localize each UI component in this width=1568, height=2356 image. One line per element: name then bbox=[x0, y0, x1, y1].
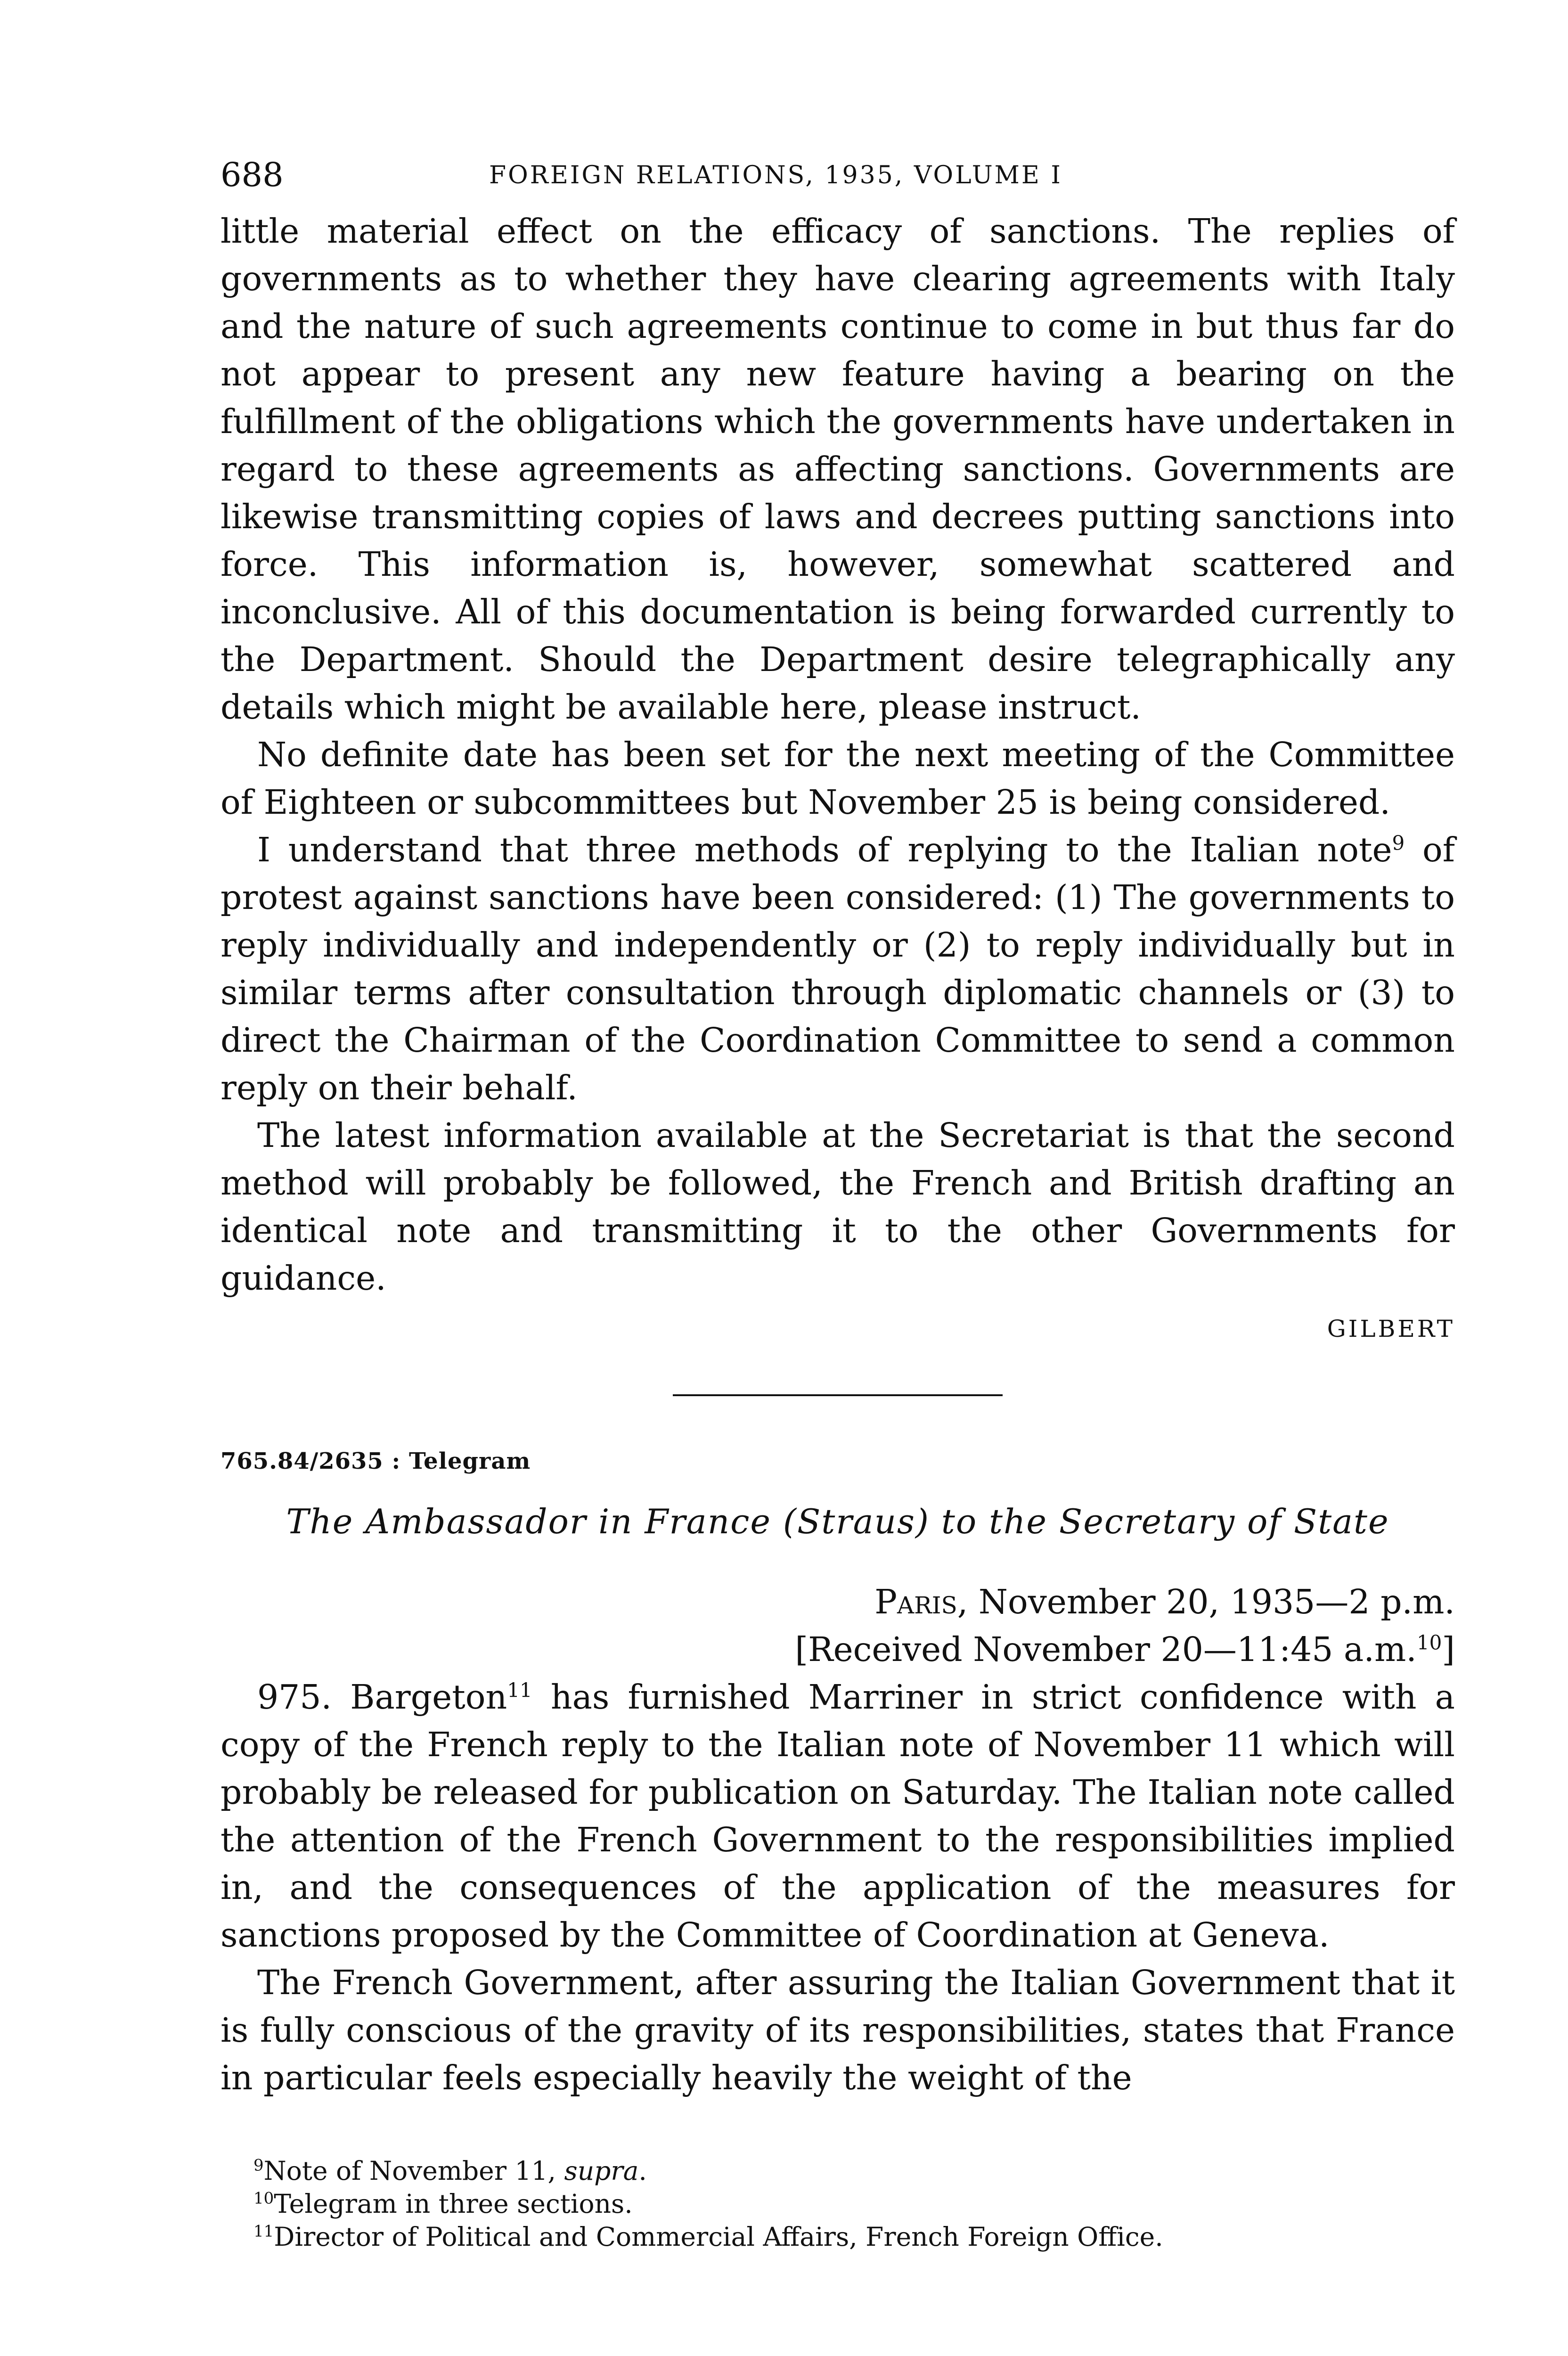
footnote-end: . bbox=[638, 2156, 647, 2186]
paragraph-text: of protest against sanctions have been considered: (1) The governments to reply individually and independently or (2) to reply individually but in similar terms after consultation through diplomatic channels or (3) to direct the Chairman of the Coordination Committee to send a common reply on their behalf. bbox=[220, 830, 1455, 1107]
footnote-reference[interactable]: 10 bbox=[1416, 1631, 1442, 1654]
footnote bbox=[220, 2187, 1455, 2220]
footnote-marker: 11 bbox=[253, 2222, 274, 2241]
footnote-emphasis: supra bbox=[564, 2156, 639, 2186]
dateline-received bbox=[220, 1626, 1455, 1673]
footnote-text: Telegram in three sections. bbox=[274, 2189, 633, 2219]
document-title: The Ambassador in France (Straus) to the Secretary of State bbox=[286, 1502, 1389, 1541]
page-number: 688 bbox=[220, 155, 284, 194]
footnote-marker: 10 bbox=[253, 2189, 274, 2208]
paragraph-text: I understand that three methods of replying to the Italian note bbox=[257, 830, 1392, 869]
received-text: ] bbox=[1442, 1630, 1455, 1669]
paragraph-text: 975. Bargeton bbox=[257, 1677, 507, 1717]
paragraph bbox=[220, 1673, 1455, 1959]
dateline-date: November 20, 1935—2 p.m. bbox=[968, 1582, 1455, 1621]
page-header bbox=[220, 155, 1455, 207]
paragraph: No definite date has been set for the next meeting of the Committee of Eighteen or subcommittees but November 25 is being considered. bbox=[220, 735, 1455, 822]
footnote bbox=[220, 2220, 1455, 2253]
section-divider bbox=[673, 1394, 1003, 1396]
received-text: [Received November 20—11:45 a.m. bbox=[795, 1630, 1417, 1669]
footnote-text: Note of November 11, bbox=[263, 2156, 564, 2186]
footnote-reference[interactable]: 11 bbox=[507, 1678, 532, 1702]
signature: GILBERT bbox=[1327, 1315, 1455, 1342]
dateline bbox=[220, 1578, 1455, 1673]
footnote-marker: 9 bbox=[253, 2156, 264, 2175]
file-reference: 765.84/2635 : Telegram bbox=[220, 1448, 531, 1474]
first-document-body bbox=[220, 207, 1455, 1302]
second-document-body bbox=[220, 1673, 1455, 2102]
paragraph: The latest information available at the Secretariat is that the second method will probably be followed, the French and British drafting an identical note and transmitting it to the other Governments for guidance. bbox=[220, 1116, 1455, 1298]
paragraph bbox=[220, 826, 1455, 1112]
footnote-text: Director of Political and Commercial Affairs, French Foreign Office. bbox=[274, 2222, 1163, 2252]
paragraph: little material effect on the efficacy of sanctions. The replies of governments as to whether they have clearing agreements with Italy and the nature of such agreements continue to come in but thus far do not appear to present any new feature having a bearing on the fulfillment of the obligations which the governments have undertaken in regard to these agreements as affecting sanctions. Governments are likewise transmitting copies of laws and decrees putting sanctions into force. This information is, however, somewhat scattered and inconclusive. All of this documentation is being forwarded currently to the Department. Should the Department desire telegraphically any details which might be available here, please instruct. bbox=[220, 212, 1455, 727]
footnote bbox=[220, 2154, 1455, 2187]
paragraph-text: has furnished Marriner in strict confidence with a copy of the French reply to the Italian note of November 11 which will probably be released for publication on Saturday. The Italian note called the attention of the French Government to the responsibilities implied in, and the consequences of the application of the measures for sanctions proposed by the Committee of Coordination at Geneva. bbox=[220, 1677, 1455, 1955]
footnote-reference[interactable]: 9 bbox=[1392, 831, 1405, 855]
dateline-sent bbox=[220, 1578, 1455, 1626]
document-page bbox=[220, 155, 1455, 2253]
running-title: FOREIGN RELATIONS, 1935, VOLUME I bbox=[489, 161, 1062, 189]
dateline-place: Paris, bbox=[874, 1582, 968, 1621]
footnotes bbox=[220, 2154, 1455, 2253]
paragraph: The French Government, after assuring the Italian Government that it is fully conscious of the gravity of its responsibilities, states that France in particular feels especially heavily the weight of the bbox=[220, 1963, 1455, 2097]
